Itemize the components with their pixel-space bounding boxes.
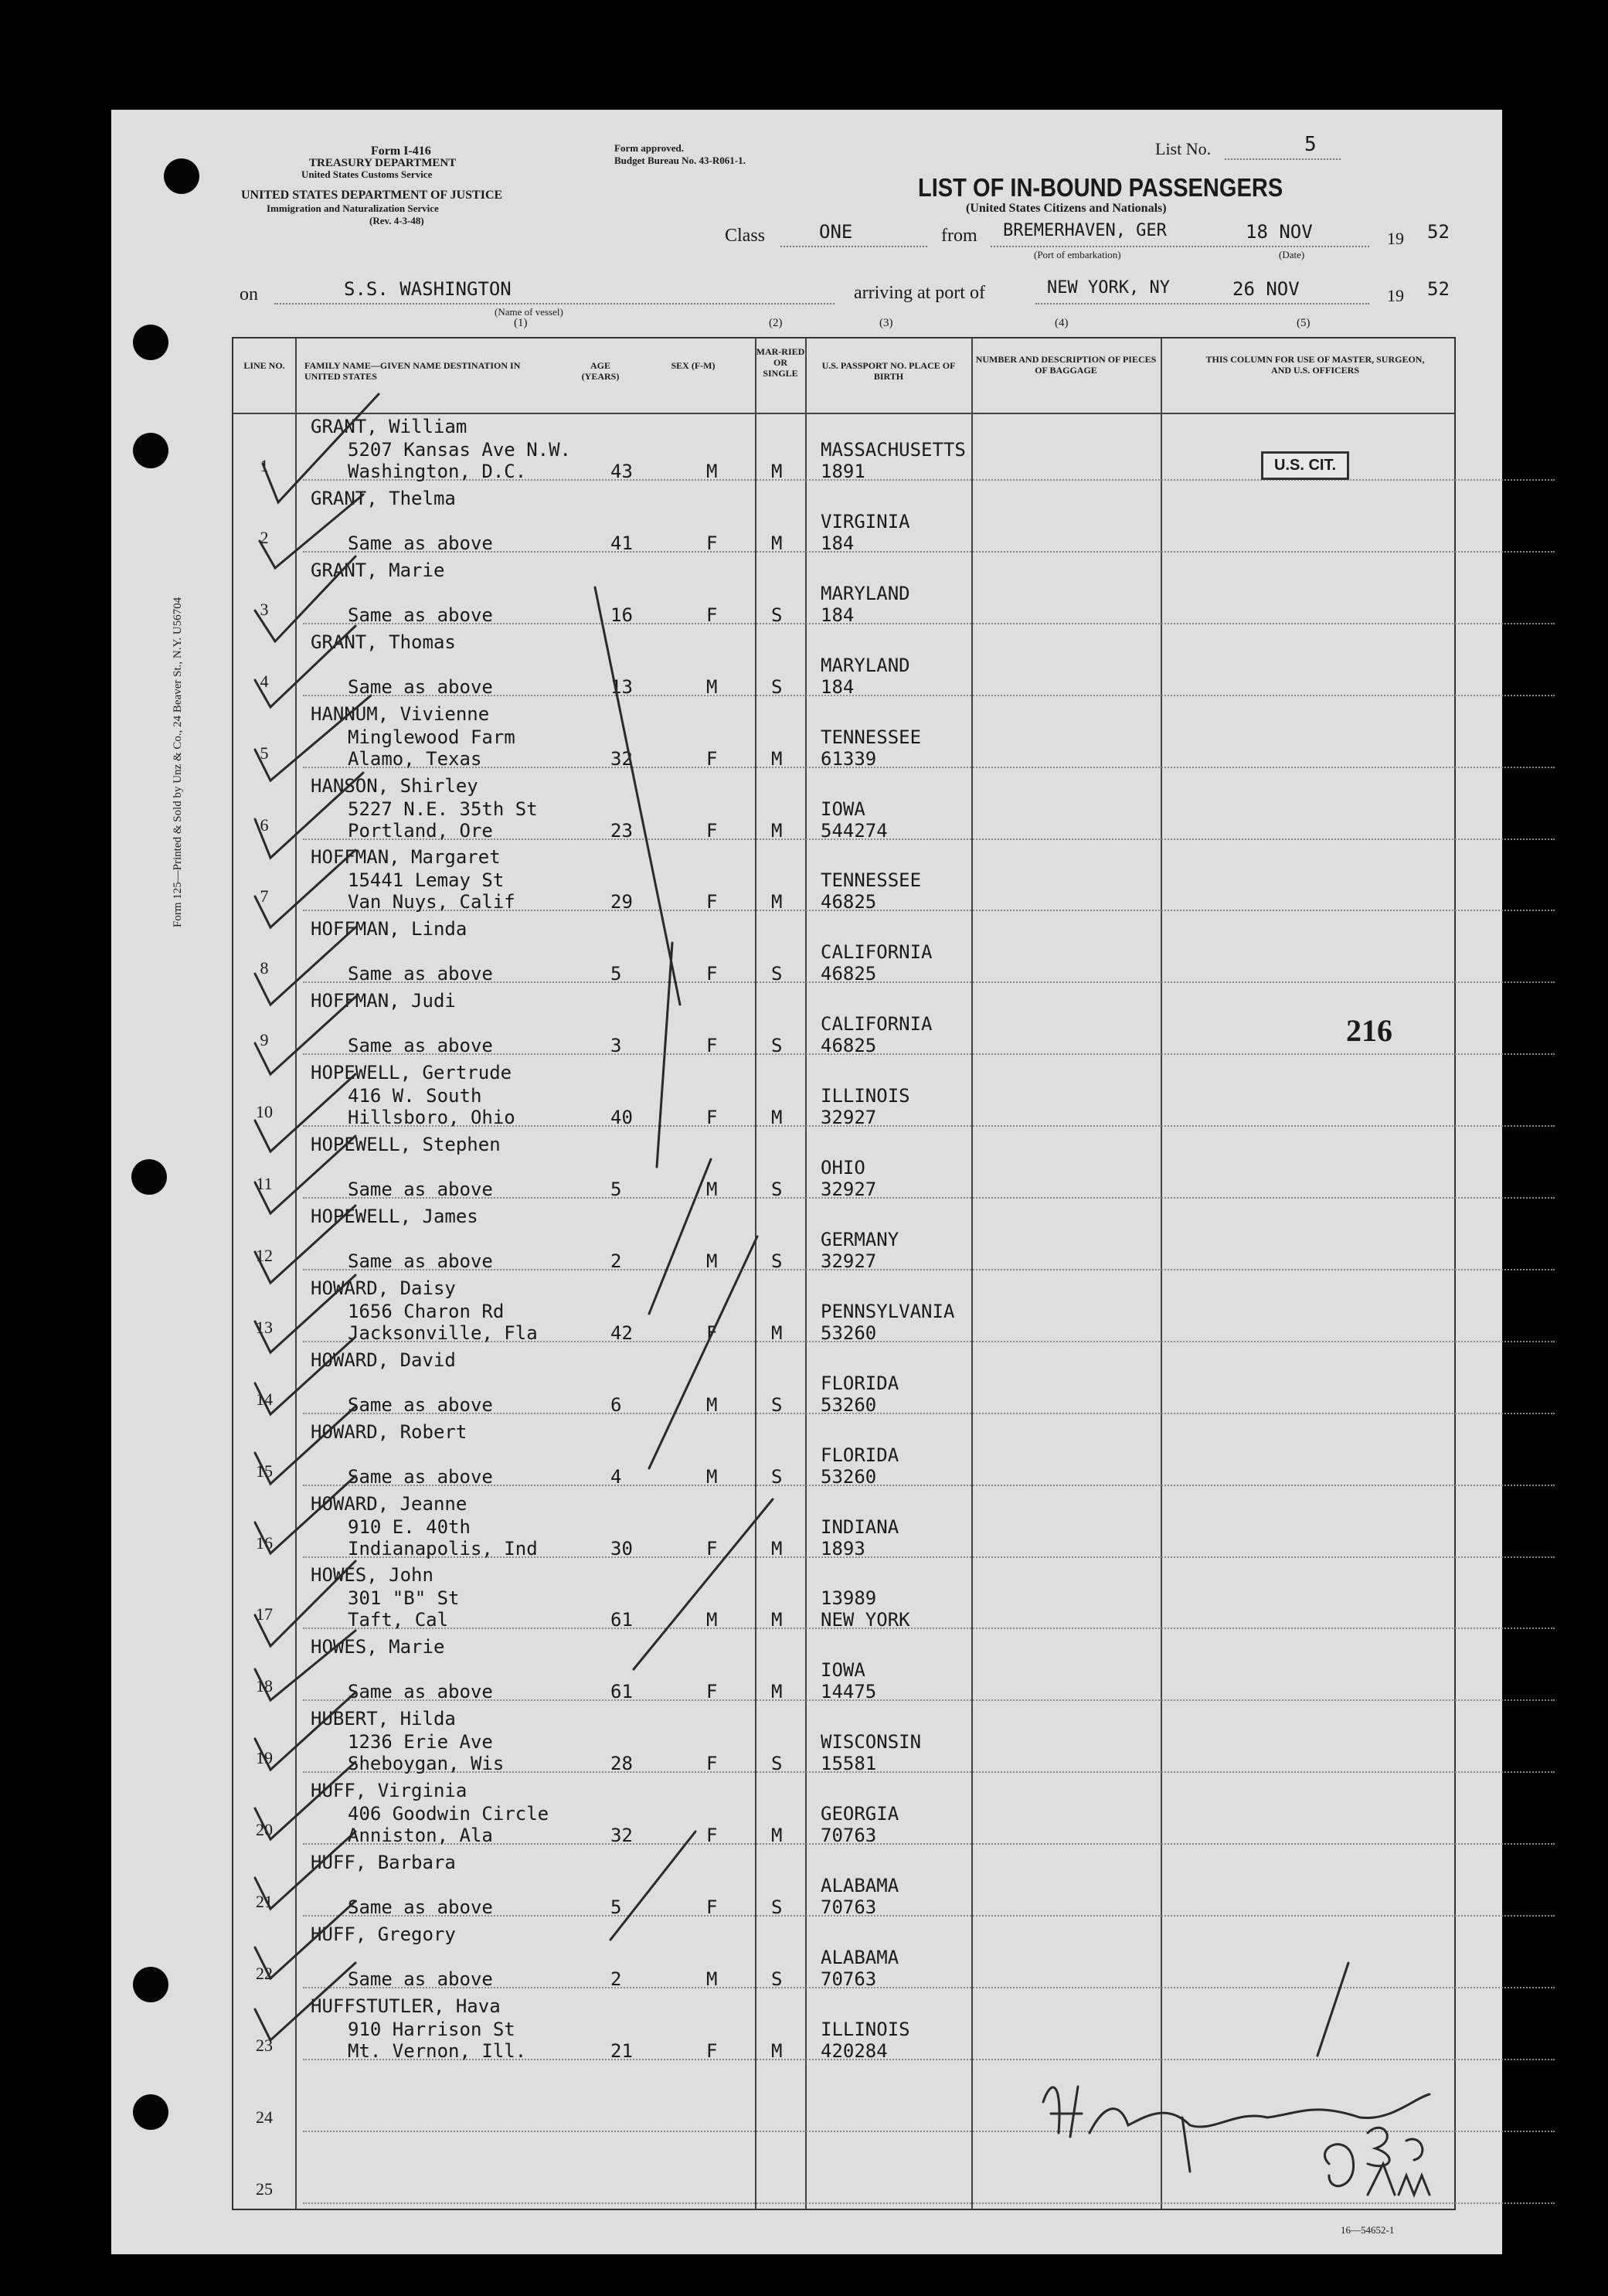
passenger-name: HOWARD, Robert (311, 1420, 467, 1443)
passenger-name: HUFF, Gregory (311, 1923, 456, 1945)
table-row (233, 1274, 1567, 1345)
sex: F (706, 1321, 718, 1344)
table-row (233, 1561, 1567, 1632)
line-number: 4 (260, 671, 269, 691)
sex: F (706, 2039, 718, 2062)
passenger-name: GRANT, William (311, 416, 467, 437)
year-prefix: 19 (1387, 229, 1404, 248)
address-line-2: Same as above (348, 1681, 493, 1703)
passenger-name: HUFF, Virginia (311, 1780, 467, 1802)
table-row (233, 485, 1567, 556)
sex: F (706, 747, 718, 770)
passport-line-2: 70763 (821, 1968, 877, 1990)
sex: M (706, 1250, 718, 1272)
marital-status: M (771, 1825, 783, 1847)
line-number: 9 (260, 1030, 269, 1050)
year-prefix-2: 19 (1387, 286, 1404, 305)
passenger-name: GRANT, Marie (311, 559, 445, 581)
passenger-name: HOWARD, Jeanne (311, 1492, 467, 1515)
line-number: 16 (256, 1532, 273, 1553)
sex: M (706, 461, 718, 482)
line-number: 1 (260, 456, 269, 475)
age: 42 (610, 1321, 633, 1344)
table-row (233, 1202, 1567, 1274)
passport-line-1: FLORIDA (821, 1444, 899, 1466)
line-number: 7 (260, 886, 269, 906)
col-num-5: (5) (1297, 317, 1311, 329)
age: 32 (610, 1825, 633, 1847)
port-emb-caption: (Port of embarkation) (1034, 249, 1121, 260)
line-number: 6 (260, 815, 269, 835)
passport-line-2: 32927 (821, 1179, 877, 1200)
passport-line-2: NEW YORK (821, 1609, 910, 1631)
col-num-1: (1) (514, 317, 528, 329)
sex: F (706, 819, 718, 842)
age: 29 (610, 891, 633, 913)
marital-status: S (771, 675, 783, 698)
marital-status: M (771, 747, 783, 770)
header-baggage: NUMBER AND DESCRIPTION OF PIECES OF BAGGAGE (975, 354, 1157, 376)
punch-hole (133, 1967, 168, 2002)
passport-line-1: WISCONSIN (821, 1731, 922, 1753)
passport-line-1: PENNSYLVANIA (821, 1300, 955, 1322)
passport-line-2: 544274 (821, 819, 888, 842)
address-line-2: Sheboygan, Wis (348, 1753, 505, 1775)
form-number: Form I-416 (371, 145, 431, 158)
table-row (233, 1920, 1567, 1992)
marital-status: S (771, 1179, 783, 1200)
address-line-2: Hillsboro, Ohio (348, 1107, 515, 1129)
passenger-name: HUBERT, Hilda (311, 1708, 456, 1730)
marital-status: M (771, 1107, 783, 1129)
arriving-label: arriving at port of (854, 283, 985, 303)
age: 16 (610, 604, 633, 626)
line-number: 18 (256, 1676, 273, 1696)
table-row (233, 628, 1567, 699)
line-number: 2 (260, 527, 269, 547)
list-label: List No. (1155, 139, 1212, 158)
passport-line-2: 420284 (821, 2039, 888, 2062)
age: 21 (610, 2039, 633, 2062)
table-row (233, 1633, 1567, 1704)
address-line-2: Same as above (348, 604, 493, 626)
marital-status: S (771, 1896, 783, 1918)
address-line-2: Anniston, Ala (348, 1825, 493, 1847)
sex: M (706, 675, 718, 698)
address-line-1: 416 W. South (348, 1085, 482, 1107)
class-value: ONE (819, 221, 853, 243)
passport-line-1: IOWA (821, 798, 865, 820)
age: 43 (610, 461, 633, 482)
address-line-1: 910 Harrison St (348, 2018, 515, 2040)
rev-date: (Rev. 4-3-48) (369, 215, 424, 226)
passport-line-1: INDIANA (821, 1515, 899, 1538)
us-cit-stamp: U.S. CIT. (1261, 451, 1349, 480)
age: 2 (610, 1250, 622, 1272)
year-from: 52 (1427, 221, 1450, 243)
vessel-caption: (Name of vessel) (495, 306, 563, 318)
table-row (233, 843, 1567, 914)
date-from: 18 NOV (1246, 221, 1313, 243)
col-num-4: (4) (1055, 317, 1069, 329)
vessel-name: S.S. WASHINGTON (344, 278, 512, 300)
sex: M (706, 1393, 718, 1416)
sex: M (706, 1179, 718, 1200)
line-number: 14 (256, 1389, 273, 1409)
sex: M (706, 1609, 718, 1631)
address-line-1: Minglewood Farm (348, 726, 515, 748)
address-line-2: Portland, Ore (348, 819, 493, 842)
table-row (233, 2064, 1567, 2135)
passport-line-2: 53260 (821, 1465, 877, 1488)
marital-status: M (771, 461, 783, 482)
passenger-name: HUFFSTUTLER, Hava (311, 1995, 501, 2017)
address-line-2: Same as above (348, 675, 493, 698)
header-married: MAR-RIED OR SINGLE (756, 346, 805, 379)
address-line-1: 1656 Charon Rd (348, 1300, 505, 1322)
sex: F (706, 1681, 718, 1703)
table-row (233, 1418, 1567, 1489)
age: 4 (610, 1465, 622, 1488)
age: 2 (610, 1968, 622, 1990)
punch-hole (133, 2094, 168, 2130)
date-arrival: 26 NOV (1232, 278, 1300, 300)
customs-service: United States Customs Service (301, 168, 433, 180)
table-row (233, 700, 1567, 771)
age: 40 (610, 1107, 633, 1129)
line-number: 25 (256, 2179, 273, 2199)
address-line-2: Same as above (348, 1179, 493, 1200)
passenger-name: GRANT, Thomas (311, 631, 456, 653)
passport-line-1: ILLINOIS (821, 2018, 910, 2040)
passport-line-1: IOWA (821, 1659, 865, 1682)
marital-status: M (771, 1609, 783, 1631)
age: 5 (610, 1896, 622, 1918)
passport-line-2: 46825 (821, 963, 877, 985)
table-row (233, 915, 1567, 986)
passport-line-1: ILLINOIS (821, 1085, 910, 1107)
passport-line-2: 61339 (821, 747, 877, 770)
passport-line-2: 70763 (821, 1825, 877, 1847)
passport-line-2: 1891 (821, 461, 865, 482)
port-from: BREMERHAVEN, GER (1003, 221, 1167, 240)
passport-line-2: 32927 (821, 1107, 877, 1129)
line-number: 11 (256, 1174, 273, 1193)
passport-line-2: 184 (821, 604, 855, 626)
table-row (233, 2136, 1567, 2207)
line-number: 20 (256, 1820, 273, 1840)
passport-line-2: 46825 (821, 891, 877, 913)
marital-status: M (771, 1321, 783, 1344)
address-line-2: Van Nuys, Calif (348, 891, 515, 913)
passport-line-1: ALABAMA (821, 1946, 899, 1968)
passport-line-1: ALABAMA (821, 1875, 899, 1896)
sex: F (706, 891, 718, 913)
table-row (233, 1849, 1567, 1920)
passenger-name: GRANT, Thelma (311, 487, 456, 509)
address-line-1: 15441 Lemay St (348, 869, 505, 892)
sex: M (706, 1465, 718, 1488)
address-line-1: 406 Goodwin Circle (348, 1803, 549, 1825)
marital-status: M (771, 532, 783, 554)
header-sex: SEX (F-M) (671, 360, 716, 371)
budget-bureau: Budget Bureau No. 43-R061-1. (614, 155, 746, 166)
address-line-2: Indianapolis, Ind (348, 1537, 538, 1560)
table-row (233, 1131, 1567, 1202)
line-number: 17 (256, 1604, 273, 1624)
sex: F (706, 1537, 718, 1560)
line-number: 10 (256, 1102, 273, 1122)
header-name: FAMILY NAME—GIVEN NAME DESTINATION IN UNITED STATES (304, 360, 521, 382)
marital-status: M (771, 1537, 783, 1560)
age: 23 (610, 819, 633, 842)
address-line-2: Same as above (348, 1896, 493, 1918)
passenger-table (232, 337, 1456, 2210)
passport-line-1: TENNESSEE (821, 726, 922, 748)
marital-status: S (771, 1035, 783, 1057)
header-officers: THIS COLUMN FOR USE OF MASTER, SURGEON, AND U.S. OFFICERS (1205, 354, 1425, 376)
line-number: 15 (256, 1461, 273, 1481)
page-title: LIST OF IN-BOUND PASSENGERS (918, 173, 1283, 202)
address-line-2: Washington, D.C. (348, 461, 527, 482)
age: 32 (610, 747, 633, 770)
passport-line-1: VIRGINIA (821, 510, 910, 532)
marital-status: S (771, 1753, 783, 1775)
address-line-2: Same as above (348, 1968, 493, 1990)
age: 41 (610, 532, 633, 554)
age: 61 (610, 1609, 633, 1631)
marital-status: S (771, 1250, 783, 1272)
address-line-2: Same as above (348, 1035, 493, 1057)
passenger-name: HUFF, Barbara (311, 1852, 456, 1873)
table-row (233, 413, 1567, 484)
list-number: 5 (1304, 133, 1317, 156)
passenger-name: HOFFMAN, Judi (311, 990, 456, 1012)
sex: F (706, 1896, 718, 1918)
address-line-1: 301 "B" St (348, 1587, 460, 1610)
table-row (233, 1346, 1567, 1417)
table-row (233, 1490, 1567, 1561)
address-line-1: 1236 Erie Ave (348, 1731, 493, 1753)
sex: F (706, 1753, 718, 1775)
line-number: 13 (256, 1317, 273, 1337)
line-number: 3 (260, 599, 269, 619)
age: 3 (610, 1035, 622, 1057)
marital-status: S (771, 1393, 783, 1416)
marital-status: M (771, 891, 783, 913)
address-line-2: Alamo, Texas (348, 747, 482, 770)
table-row (233, 1992, 1567, 2063)
address-line-2: Same as above (348, 1465, 493, 1488)
date-caption: (Date) (1279, 249, 1305, 260)
address-line-2: Same as above (348, 1393, 493, 1416)
marital-status: S (771, 1968, 783, 1990)
passenger-name: HOWARD, David (311, 1349, 456, 1371)
immigration-service: Immigration and Naturalization Service (267, 202, 439, 214)
passport-line-1: GERMANY (821, 1228, 899, 1250)
age: 5 (610, 1179, 622, 1200)
col-num-2: (2) (769, 317, 783, 329)
line-number: 21 (256, 1892, 273, 1911)
passport-line-2: 70763 (821, 1896, 877, 1918)
age: 61 (610, 1681, 633, 1703)
passenger-name: HOPEWELL, Stephen (311, 1134, 501, 1155)
age: 30 (610, 1537, 633, 1560)
passenger-name: HOPEWELL, James (311, 1205, 478, 1227)
passenger-name: HANNUM, Vivienne (311, 702, 490, 725)
passport-line-1: CALIFORNIA (821, 1013, 933, 1036)
line-number: 22 (256, 1963, 273, 1983)
marital-status: S (771, 604, 783, 626)
on-label: on (240, 284, 258, 304)
sex: F (706, 532, 718, 554)
footer-code: 16—54652-1 (1341, 2224, 1395, 2236)
year-arrival: 52 (1427, 278, 1450, 300)
sex: F (706, 604, 718, 626)
line-number: 8 (260, 958, 269, 978)
age: 28 (610, 1753, 633, 1775)
from-label: from (941, 226, 977, 246)
page-subtitle: (United States Citizens and Nationals) (966, 202, 1167, 215)
table-row (233, 1059, 1567, 1130)
passport-line-2: 184 (821, 532, 855, 554)
address-line-2: Mt. Vernon, Ill. (348, 2039, 527, 2062)
address-line-2: Same as above (348, 963, 493, 985)
line-number: 5 (260, 743, 269, 763)
marital-status: S (771, 963, 783, 985)
passport-line-1: MARYLAND (821, 582, 910, 604)
age: 5 (610, 963, 622, 985)
marital-status: M (771, 819, 783, 842)
address-line-2: Same as above (348, 532, 493, 554)
col-num-3: (3) (879, 317, 893, 329)
passport-line-1: MASSACHUSETTS (821, 439, 966, 461)
passenger-name: HOPEWELL, Gertrude (311, 1062, 512, 1084)
sex: F (706, 963, 718, 985)
passport-line-2: 14475 (821, 1681, 877, 1703)
passport-line-1: GEORGIA (821, 1803, 899, 1825)
address-line-2: Same as above (348, 1250, 493, 1272)
header-passport: U.S. PASSPORT NO. PLACE OF BIRTH (821, 360, 956, 382)
passport-line-2: 53260 (821, 1321, 877, 1344)
marital-status: M (771, 2039, 783, 2062)
marital-status: S (771, 1465, 783, 1488)
passport-line-1: CALIFORNIA (821, 941, 933, 964)
line-number: 24 (256, 2107, 273, 2127)
punch-hole (133, 433, 168, 468)
passenger-name: HOWES, Marie (311, 1636, 445, 1658)
class-label: Class (725, 226, 766, 246)
passport-line-2: 46825 (821, 1035, 877, 1057)
table-row (233, 1705, 1567, 1776)
passport-line-2: 15581 (821, 1753, 877, 1775)
page-count: 216 (1346, 1013, 1392, 1048)
table-row (233, 556, 1567, 628)
passenger-name: HOFFMAN, Linda (311, 918, 467, 941)
age: 6 (610, 1393, 622, 1416)
passport-line-2: 32927 (821, 1250, 877, 1272)
address-line-1: 5207 Kansas Ave N.W. (348, 439, 571, 461)
address-line-1: 5227 N.E. 35th St (348, 798, 538, 820)
punch-hole (131, 1159, 167, 1195)
passport-line-1: MARYLAND (821, 654, 910, 676)
sex: M (706, 1968, 718, 1990)
passenger-name: HOWES, John (311, 1564, 433, 1587)
line-number: 23 (256, 2035, 273, 2055)
justice-dept: UNITED STATES DEPARTMENT OF JUSTICE (241, 189, 503, 202)
line-number: 19 (256, 1748, 273, 1768)
sex: F (706, 1107, 718, 1129)
table-row (233, 1777, 1567, 1848)
sex: F (706, 1035, 718, 1057)
punch-hole (133, 325, 168, 360)
header-age: AGE (YEARS) (581, 360, 620, 382)
line-number: 12 (256, 1245, 273, 1265)
passport-line-2: 53260 (821, 1393, 877, 1416)
form-approved: Form approved. (614, 142, 685, 154)
passport-line-2: 184 (821, 675, 855, 698)
address-line-2: Taft, Cal (348, 1609, 449, 1631)
passport-line-2: 1893 (821, 1537, 865, 1560)
passenger-name: HOWARD, Daisy (311, 1277, 456, 1299)
sex: F (706, 1825, 718, 1847)
passenger-name: HANSON, Shirley (311, 774, 478, 797)
treasury-dept: TREASURY DEPARTMENT (309, 157, 457, 169)
passport-line-1: OHIO (821, 1157, 865, 1179)
passport-line-1: TENNESSEE (821, 869, 922, 892)
address-line-2: Jacksonville, Fla (348, 1321, 538, 1344)
passenger-name: HOFFMAN, Margaret (311, 846, 501, 869)
side-print: Form 125—Printed & Sold by Unz & Co., 24 Beaver St., N.Y. U56704 (172, 597, 184, 927)
header-line: LINE NO. (243, 360, 285, 371)
table-row (233, 772, 1567, 843)
port-arrival: NEW YORK, NY (1047, 278, 1170, 298)
passport-line-1: 13989 (821, 1587, 877, 1610)
marital-status: M (771, 1681, 783, 1703)
punch-hole (164, 158, 199, 194)
age: 13 (610, 675, 633, 698)
address-line-1: 910 E. 40th (348, 1515, 471, 1538)
passport-line-1: FLORIDA (821, 1372, 899, 1394)
